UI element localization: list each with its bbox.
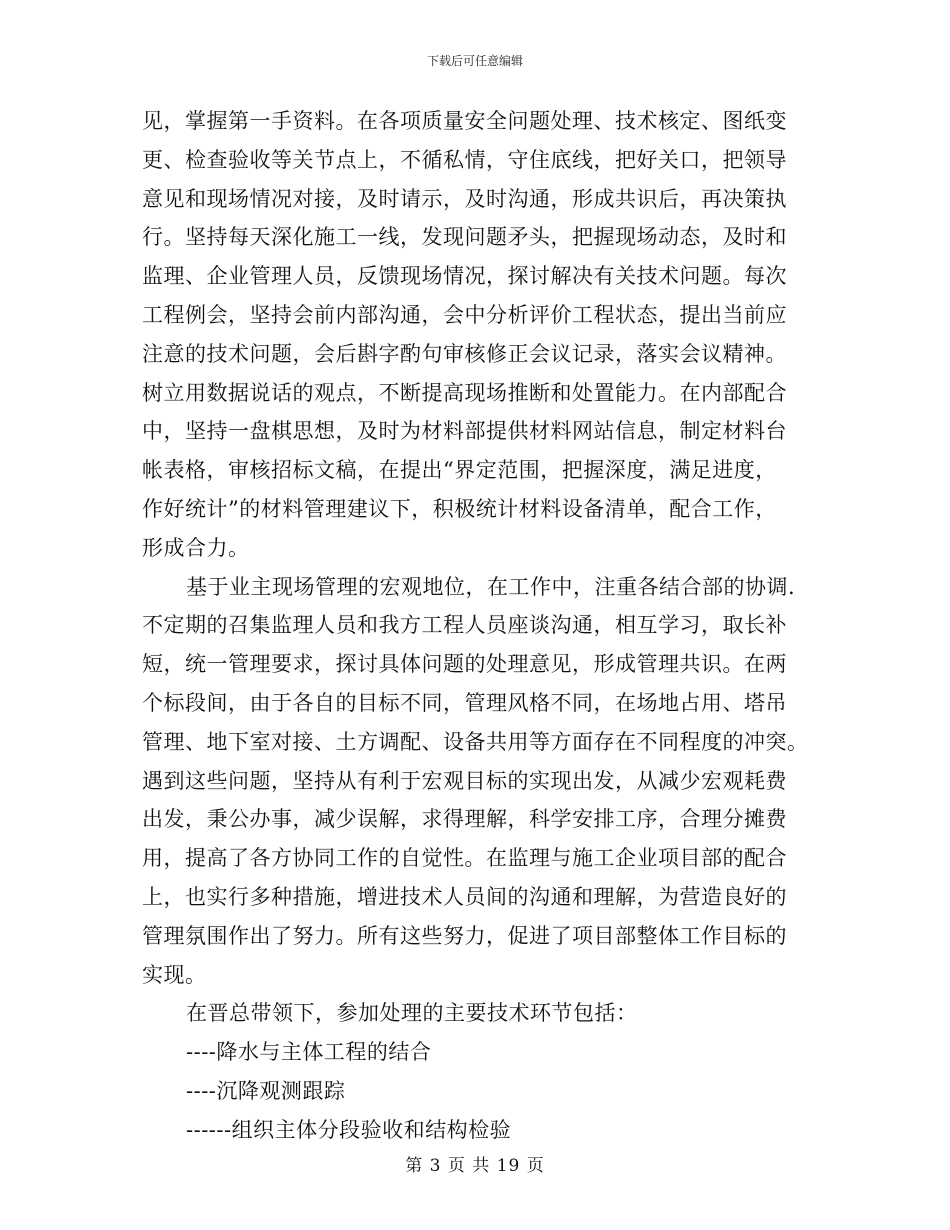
list-item: ----沉降观测跟踪 [186, 1078, 346, 1103]
text-line: 注意的技术问题，会后斟字酌句审核修正会议记录，落实会议精神。 [142, 341, 787, 366]
paragraph-2 [142, 568, 822, 995]
text-line: 用，提高了各方协同工作的自觉性。在监理与施工企业项目部的配合 [142, 846, 787, 871]
text-line: 在晋总带领下，参加处理的主要技术环节包括： [186, 1001, 638, 1026]
text-line: 工程例会，坚持会前内部沟通，会中分析评价工程状态，提出当前应 [142, 302, 787, 327]
text-line: 见，掌握第一手资料。在各项质量安全问题处理、技术核定、图纸变 [142, 109, 787, 133]
technical-items-list [142, 1033, 822, 1149]
text-line: 作好统计”的材料管理建议下，积极统计材料设备清单，配合工作， [142, 496, 777, 521]
text-line: 不定期的召集监理人员和我方工程人员座谈沟通，相互学习，取长补 [142, 613, 787, 638]
page-footer: 第 3 页 共 19 页 [405, 1156, 545, 1176]
text-line: 管理氛围作出了努力。所有这些努力，促进了项目部整体工作目标的 [142, 923, 787, 948]
text-line: 树立用数据说话的观点，不断提高现场推断和处置能力。在内部配合 [142, 380, 787, 405]
text-line: 行。坚持每天深化施工一线，发现问题矛头，把握现场动态，及时和 [142, 225, 787, 250]
text-line: 出发，秉公办事，减少误解，求得理解，科学安排工序，合理分摊费 [142, 807, 787, 832]
text-line: 上，也实行多种措施，增进技术人员间的沟通和理解，为营造良好的 [142, 884, 787, 909]
page-header: 下载后可任意编辑 [426, 54, 523, 68]
text-line: 短，统一管理要求，探讨具体问题的处理意见，形成管理共识。在两 [142, 652, 787, 677]
text-line: 监理、企业管理人员，反馈现场情况，探讨解决有关技术问题。每次 [142, 264, 787, 289]
text-line: 帐表格，审核招标文稿，在提出“界定范围，把握深度，满足进度， [142, 458, 777, 483]
text-line: 管理、地下室对接、土方调配、设备共用等方面存在不同程度的冲突。 [142, 729, 809, 754]
list-item: ------组织主体分段验收和结构检验 [186, 1117, 512, 1142]
text-line: 更、检查验收等关节点上，不循私情，守住底线，把好关口，把领导 [142, 147, 787, 172]
paragraph-1 [142, 102, 822, 568]
text-line: 遇到这些问题，坚持从有利于宏观目标的实现出发，从减少宏观耗费 [142, 768, 787, 793]
text-line: 个标段间，由于各自的目标不同，管理风格不同，在场地占用、塔吊 [142, 690, 787, 715]
paragraph-3 [142, 994, 822, 1033]
text-line: 基于业主现场管理的宏观地位，在工作中，注重各结合部的协调. [186, 574, 796, 599]
list-item: ----降水与主体工程的结合 [186, 1040, 432, 1065]
text-line: 中，坚持一盘棋思想，及时为材料部提供材料网站信息，制定材料台 [142, 419, 787, 444]
text-line: 实现。 [142, 962, 207, 987]
text-line: 意见和现场情况对接，及时请示，及时沟通，形成共识后，再决策执 [142, 186, 787, 211]
document-body [142, 102, 822, 1150]
text-line: 形成合力。 [142, 535, 250, 560]
